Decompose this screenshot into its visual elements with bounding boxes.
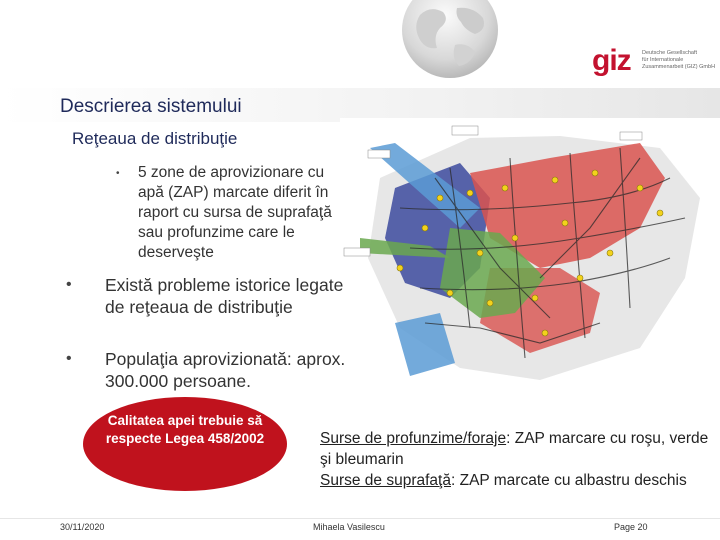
giz-logo: [592, 44, 716, 84]
sub-bullet-text: 5 zone de aprovizionare cu apă (ZAP) marcate diferit în raport cu sursa de suprafaţă sau profunzime care le deserveşte: [138, 164, 332, 261]
distribution-map: [340, 118, 720, 396]
footer-date: 30/11/2020: [60, 522, 105, 532]
footer-author: Mihaela Vasilescu: [313, 522, 385, 532]
bullet-dot: •: [66, 350, 72, 367]
footer-page: Page 20: [614, 522, 648, 532]
bullet-dot: •: [66, 276, 72, 293]
deep-sources-label: Surse de profunzime/foraje: [320, 430, 507, 447]
logo-subtitle-line: Zusammenarbeit (GIZ) GmbH: [642, 64, 716, 70]
sources-note: [320, 428, 710, 491]
footer-divider: [0, 518, 720, 519]
sub-bullet-dot: •: [116, 168, 120, 179]
logo-subtitle: [642, 50, 715, 71]
slide-subtitle: Reţeaua de distribuţie: [72, 129, 238, 148]
surface-sources-label: Surse de suprafaţă: [320, 472, 451, 489]
deep-sources-text: : ZAP marcare cu roşu, verde şi bleumarin: [320, 430, 709, 468]
callout-text: Calitatea apei trebuie să respecte Legea 458/2002: [105, 413, 265, 446]
logo-subtitle-line: für Internationale: [642, 57, 684, 63]
bullet-text: Există probleme istorice legate de reţeaua de distribuţie: [105, 275, 344, 317]
slide-title: Descrierea sistemului: [60, 96, 242, 117]
logo-subtitle-line: Deutsche Gesellschaft: [642, 50, 698, 56]
surface-sources-text: : ZAP marcate cu albastru deschis: [450, 472, 687, 489]
globe-decoration: [395, 0, 505, 80]
logo-word: giz: [592, 44, 631, 77]
bullet-text: Populaţia aprovizionată: aprox. 300.000 persoane.: [105, 349, 346, 391]
